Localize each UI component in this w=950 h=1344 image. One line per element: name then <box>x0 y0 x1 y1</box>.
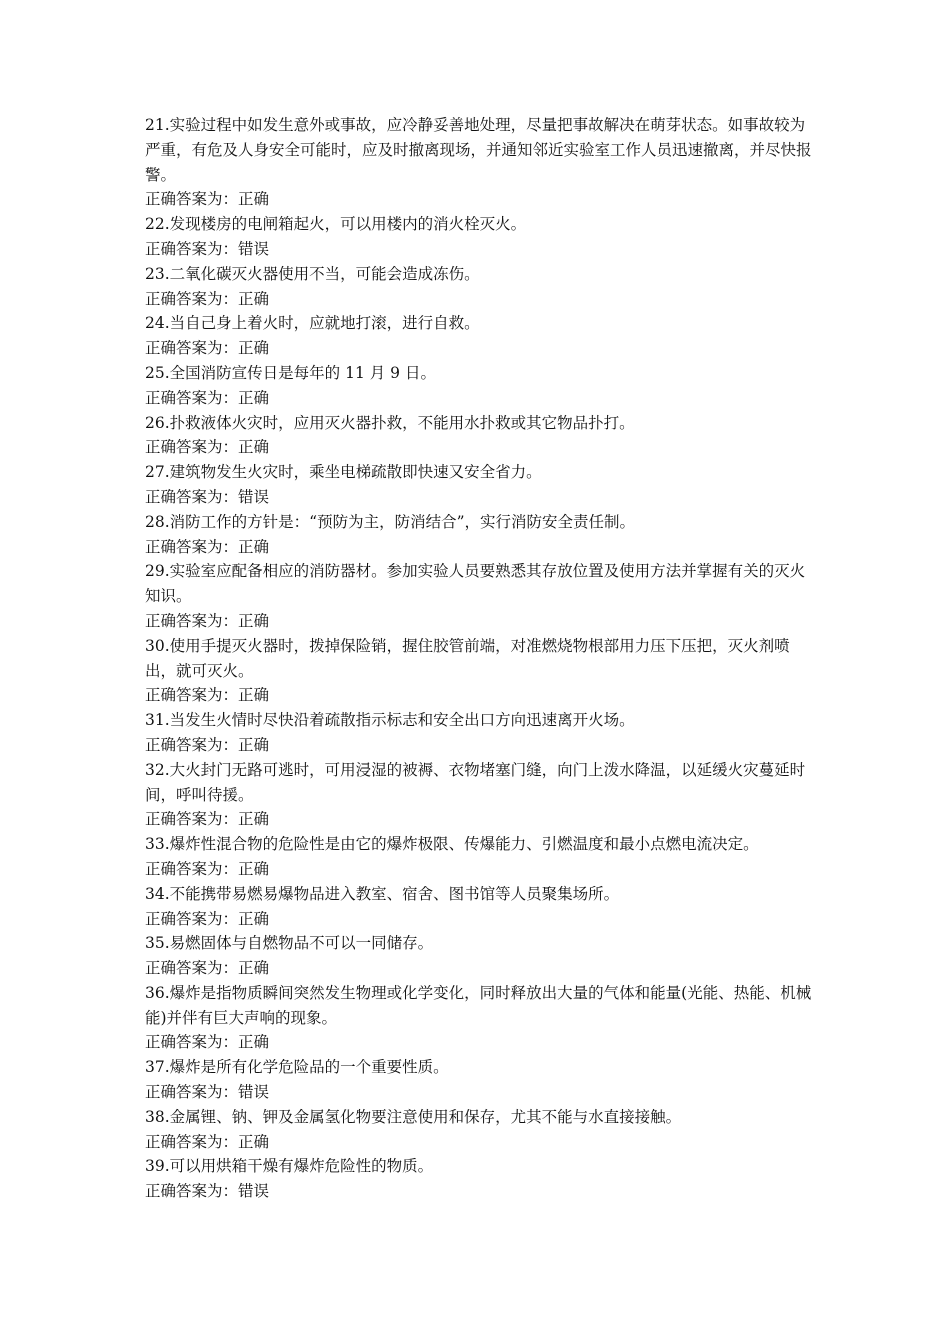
question-text: 25.全国消防宣传日是每年的 11 月 9 日。 <box>145 363 436 382</box>
question-block <box>145 931 815 981</box>
answer-text: 正确答案为：正确 <box>145 438 270 457</box>
question-text: 34.不能携带易燃易爆物品进入教室、宿舍、图书馆等人员聚集场所。 <box>145 884 620 903</box>
question-text: 24.当自己身上着火时，应就地打滚，进行自救。 <box>145 314 480 333</box>
answer-text: 正确答案为：错误 <box>145 239 270 258</box>
question-block <box>145 262 815 312</box>
question-block <box>145 311 815 361</box>
question-text: 22.发现楼房的电闸箱起火，可以用楼内的消火栓灭火。 <box>145 215 527 234</box>
answer-text: 正确答案为：正确 <box>145 859 270 878</box>
answer-text: 正确答案为：正确 <box>145 611 270 630</box>
question-block <box>145 113 815 212</box>
question-block <box>145 832 815 882</box>
question-block <box>145 1055 815 1105</box>
question-text: 29.实验室应配备相应的消防器材。参加实验人员要熟悉其存放位置及使用方法并掌握有关的灭火知识。 <box>145 562 806 606</box>
question-text: 35.易燃固体与自燃物品不可以一同储存。 <box>145 934 434 953</box>
answer-text: 正确答案为：正确 <box>145 537 270 556</box>
answer-text: 正确答案为：正确 <box>145 388 270 407</box>
question-block <box>145 634 815 708</box>
question-block <box>145 1154 815 1204</box>
answer-text: 正确答案为：正确 <box>145 289 270 308</box>
document-page <box>145 113 815 1204</box>
answer-text: 正确答案为：正确 <box>145 909 270 928</box>
question-text: 28.消防工作的方针是：“预防为主，防消结合”，实行消防安全责任制。 <box>145 512 636 531</box>
question-text: 36.爆炸是指物质瞬间突然发生物理或化学变化，同时释放出大量的气体和能量(光能、热能、机械能)并伴有巨大声响的现象。 <box>145 983 812 1027</box>
question-block <box>145 460 815 510</box>
question-text: 33.爆炸性混合物的危险性是由它的爆炸极限、传爆能力、引燃温度和最小点燃电流决定。 <box>145 835 759 854</box>
question-text: 26.扑救液体火灾时，应用灭火器扑救，不能用水扑救或其它物品扑打。 <box>145 413 635 432</box>
answer-text: 正确答案为：正确 <box>145 1033 270 1052</box>
answer-text: 正确答案为：正确 <box>145 686 270 705</box>
answer-text: 正确答案为：错误 <box>145 487 270 506</box>
question-block <box>145 212 815 262</box>
answer-text: 正确答案为：正确 <box>145 810 270 829</box>
question-block <box>145 758 815 832</box>
question-text: 37.爆炸是所有化学危险品的一个重要性质。 <box>145 1058 449 1077</box>
answer-text: 正确答案为：正确 <box>145 339 270 358</box>
question-block <box>145 411 815 461</box>
question-text: 21.实验过程中如发生意外或事故，应冷静妥善地处理，尽量把事故解决在萌芽状态。如事故较为严重，有危及人身安全可能时，应及时撤离现场，并通知邻近实验室工作人员迅速撤离，并尽快报警。 <box>145 116 812 184</box>
answer-text: 正确答案为：正确 <box>145 1132 270 1151</box>
question-block <box>145 981 815 1055</box>
question-block <box>145 882 815 932</box>
question-block <box>145 708 815 758</box>
question-block <box>145 559 815 633</box>
question-text: 31.当发生火情时尽快沿着疏散指示标志和安全出口方向迅速离开火场。 <box>145 711 635 730</box>
answer-text: 正确答案为：正确 <box>145 735 270 754</box>
question-block <box>145 1105 815 1155</box>
answer-text: 正确答案为：正确 <box>145 190 270 209</box>
answer-text: 正确答案为：错误 <box>145 1182 270 1201</box>
answer-text: 正确答案为：错误 <box>145 1083 270 1102</box>
question-text: 27.建筑物发生火灾时，乘坐电梯疏散即快速又安全省力。 <box>145 463 542 482</box>
question-block <box>145 510 815 560</box>
question-text: 32.大火封门无路可逃时，可用浸湿的被褥、衣物堵塞门缝，向门上泼水降温，以延缓火灾蔓延时间，呼叫待援。 <box>145 760 806 804</box>
question-text: 30.使用手提灭火器时，拨掉保险销，握住胶管前端，对准燃烧物根部用力压下压把，灭火剂喷出，就可灭火。 <box>145 636 790 680</box>
question-text: 39.可以用烘箱干燥有爆炸危险性的物质。 <box>145 1157 434 1176</box>
question-text: 38.金属锂、钠、钾及金属氢化物要注意使用和保存，尤其不能与水直接接触。 <box>145 1107 682 1126</box>
question-block <box>145 361 815 411</box>
question-text: 23.二氧化碳灭火器使用不当，可能会造成冻伤。 <box>145 264 480 283</box>
answer-text: 正确答案为：正确 <box>145 959 270 978</box>
